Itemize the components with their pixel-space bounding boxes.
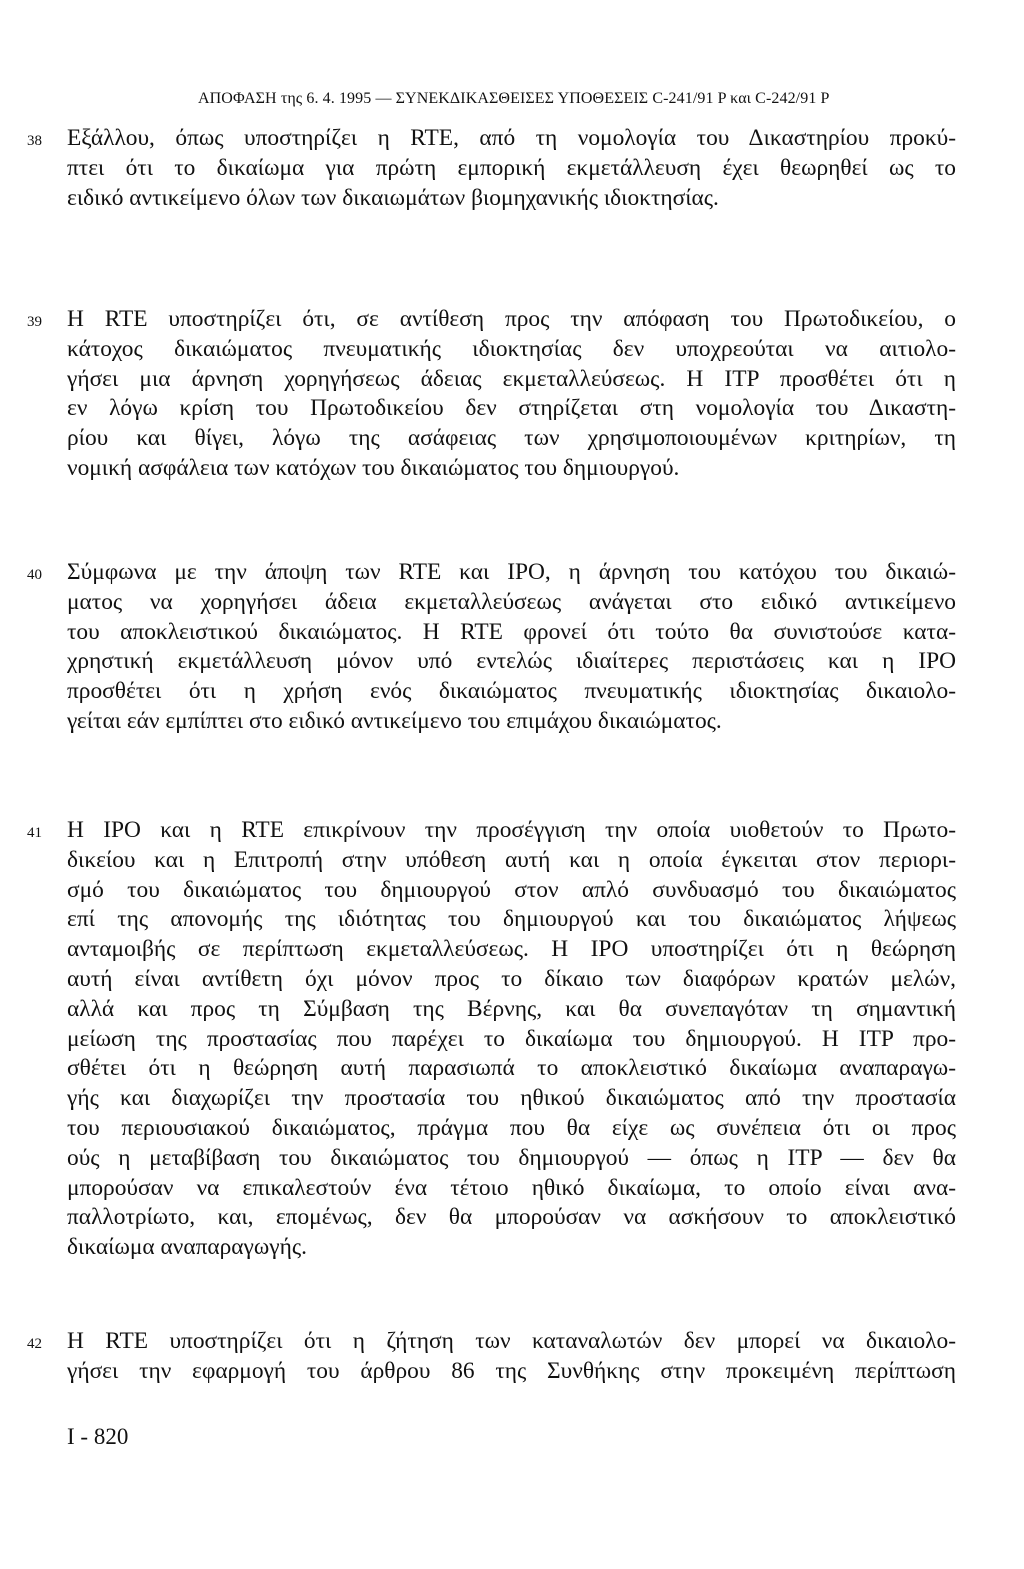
- text-line: παλλοτρίωτο, και, επομένως, δεν θα μπορούσαν να ασκήσουν το αποκλειστικό: [67, 1204, 956, 1231]
- text-line: του αποκλειστικού δικαιώματος. Η RTE φρονεί ότι τούτο θα συνιστούσε κατα-: [67, 618, 956, 645]
- paragraph-number: 42: [27, 1336, 42, 1352]
- text-line: ανταμοιβής σε περίπτωση εκμεταλλεύσεως. Η IPO υποστηρίζει ότι η θεώρηση: [67, 936, 956, 963]
- text-line: προσθέτει ότι η χρήση ενός δικαιώματος πνευματικής ιδιοκτησίας δικαιολο-: [67, 678, 956, 705]
- text-line: του περιουσιακού δικαιώματος, πράγμα που θα είχε ως συνέπεια ότι οι προς: [67, 1114, 956, 1141]
- text-line: αλλά και προς τη Σύμβαση της Βέρνης, και θα συνεπαγόταν τη σημαντική: [67, 995, 956, 1022]
- text-line: μπορούσαν να επικαλεστούν ένα τέτοιο ηθικό δικαίωμα, το οποίο είναι ανα-: [67, 1174, 956, 1201]
- text-line: ματος να χορηγήσει άδεια εκμεταλλεύσεως ανάγεται στο ειδικό αντικείμενο: [67, 588, 956, 615]
- text-line: γήσει την εφαρμογή του άρθρου 86 της Συνθήκης στην προκειμένη περίπτωση: [67, 1357, 956, 1384]
- text-line: σθέτει ότι η θεώρηση αυτή παρασιωπά το αποκλειστικό δικαίωμα αναπαραγω-: [67, 1055, 956, 1082]
- text-line: μείωση της προστασίας που παρέχει το δικαίωμα του δημιουργού. Η ITP προ-: [67, 1025, 956, 1052]
- text-line: νομική ασφάλεια των κατόχων του δικαιώματος του δημιουργού.: [67, 454, 680, 481]
- text-line: εν λόγω κρίση του Πρωτοδικείου δεν στηρίζεται στη νομολογία του Δικαστη-: [67, 395, 956, 422]
- text-line: κάτοχος δικαιώματος πνευματικής ιδιοκτησίας δεν υποχρεούται να αιτιολο-: [67, 335, 956, 362]
- text-line: ειδικό αντικείμενο όλων των δικαιωμάτων βιομηχανικής ιδιοκτησίας.: [67, 184, 719, 211]
- paragraph-number: 40: [27, 567, 42, 583]
- paragraph-number: 38: [27, 133, 42, 149]
- paragraph-number: 39: [27, 314, 42, 330]
- paragraph-text: [67, 558, 956, 737]
- paragraph-number: 41: [27, 825, 42, 841]
- text-line: ούς η μεταβίβαση του δικαιώματος του δημιουργού — όπως η ITP — δεν θα: [67, 1144, 956, 1171]
- text-line: χρηστική εκμετάλλευση μόνον υπό εντελώς ιδιαίτερες περιστάσεις και η IPO: [67, 648, 956, 675]
- text-line: Σύμφωνα με την άποψη των RTE και IPO, η άρνηση του κατόχου του δικαιώ-: [67, 559, 956, 585]
- paragraph-text: [67, 305, 956, 484]
- page-header: ΑΠΟΦΑΣΗ της 6. 4. 1995 — ΣΥΝΕΚΔΙΚΑΣΘΕΙΣΕΣ ΥΠΟΘΕΣΕΙΣ C-241/91 P και C-242/91 P: [198, 90, 830, 107]
- text-line: ρίου και θίγει, λόγω της ασάφειας των χρησιμοποιουμένων κριτηρίων, τη: [67, 425, 956, 452]
- text-line: Η RTE υποστηρίζει ότι η ζήτηση των καταναλωτών δεν μπορεί να δικαιολο-: [67, 1328, 956, 1354]
- text-line: Η IPO και η RTE επικρίνουν την προσέγγιση την οποία υιοθετούν το Πρωτο-: [67, 817, 956, 843]
- text-line: γής και διαχωρίζει την προστασία του ηθικού δικαιώματος από την προστασία: [67, 1085, 956, 1112]
- paragraph-text: [67, 816, 956, 1263]
- text-line: Η RTE υποστηρίζει ότι, σε αντίθεση προς την απόφαση του Πρωτοδικείου, ο: [67, 306, 956, 332]
- text-line: πτει ότι το δικαίωμα για πρώτη εμπορική εκμετάλλευση έχει θεωρηθεί ως το: [67, 154, 956, 181]
- text-line: αυτή είναι αντίθετη όχι μόνον προς το δίκαιο των διαφόρων κρατών μελών,: [67, 965, 956, 992]
- text-line: σμό του δικαιώματος του δημιουργού στον απλό συνδυασμό του δικαιώματος: [67, 876, 956, 903]
- text-line: Εξάλλου, όπως υποστηρίζει η RTE, από τη νομολογία του Δικαστηρίου προκύ-: [67, 125, 956, 151]
- text-line: δικαίωμα αναπαραγωγής.: [67, 1234, 307, 1261]
- paragraph-text: [67, 124, 956, 213]
- page-number: I - 820: [67, 1424, 129, 1449]
- text-line: επί της απονομής της ιδιότητας του δημιουργού και του δικαιώματος λήψεως: [67, 906, 956, 933]
- text-line: γήσει μια άρνηση χορηγήσεως άδειας εκμεταλλεύσεως. Η ITP προσθέτει ότι η: [67, 365, 956, 392]
- text-line: δικείου και η Επιτροπή στην υπόθεση αυτή και η οποία έγκειται στον περιορι-: [67, 846, 956, 873]
- paragraph-text: [67, 1327, 956, 1387]
- text-line: γείται εάν εμπίπτει στο ειδικό αντικείμενο του επιμάχου δικαιώματος.: [67, 707, 722, 734]
